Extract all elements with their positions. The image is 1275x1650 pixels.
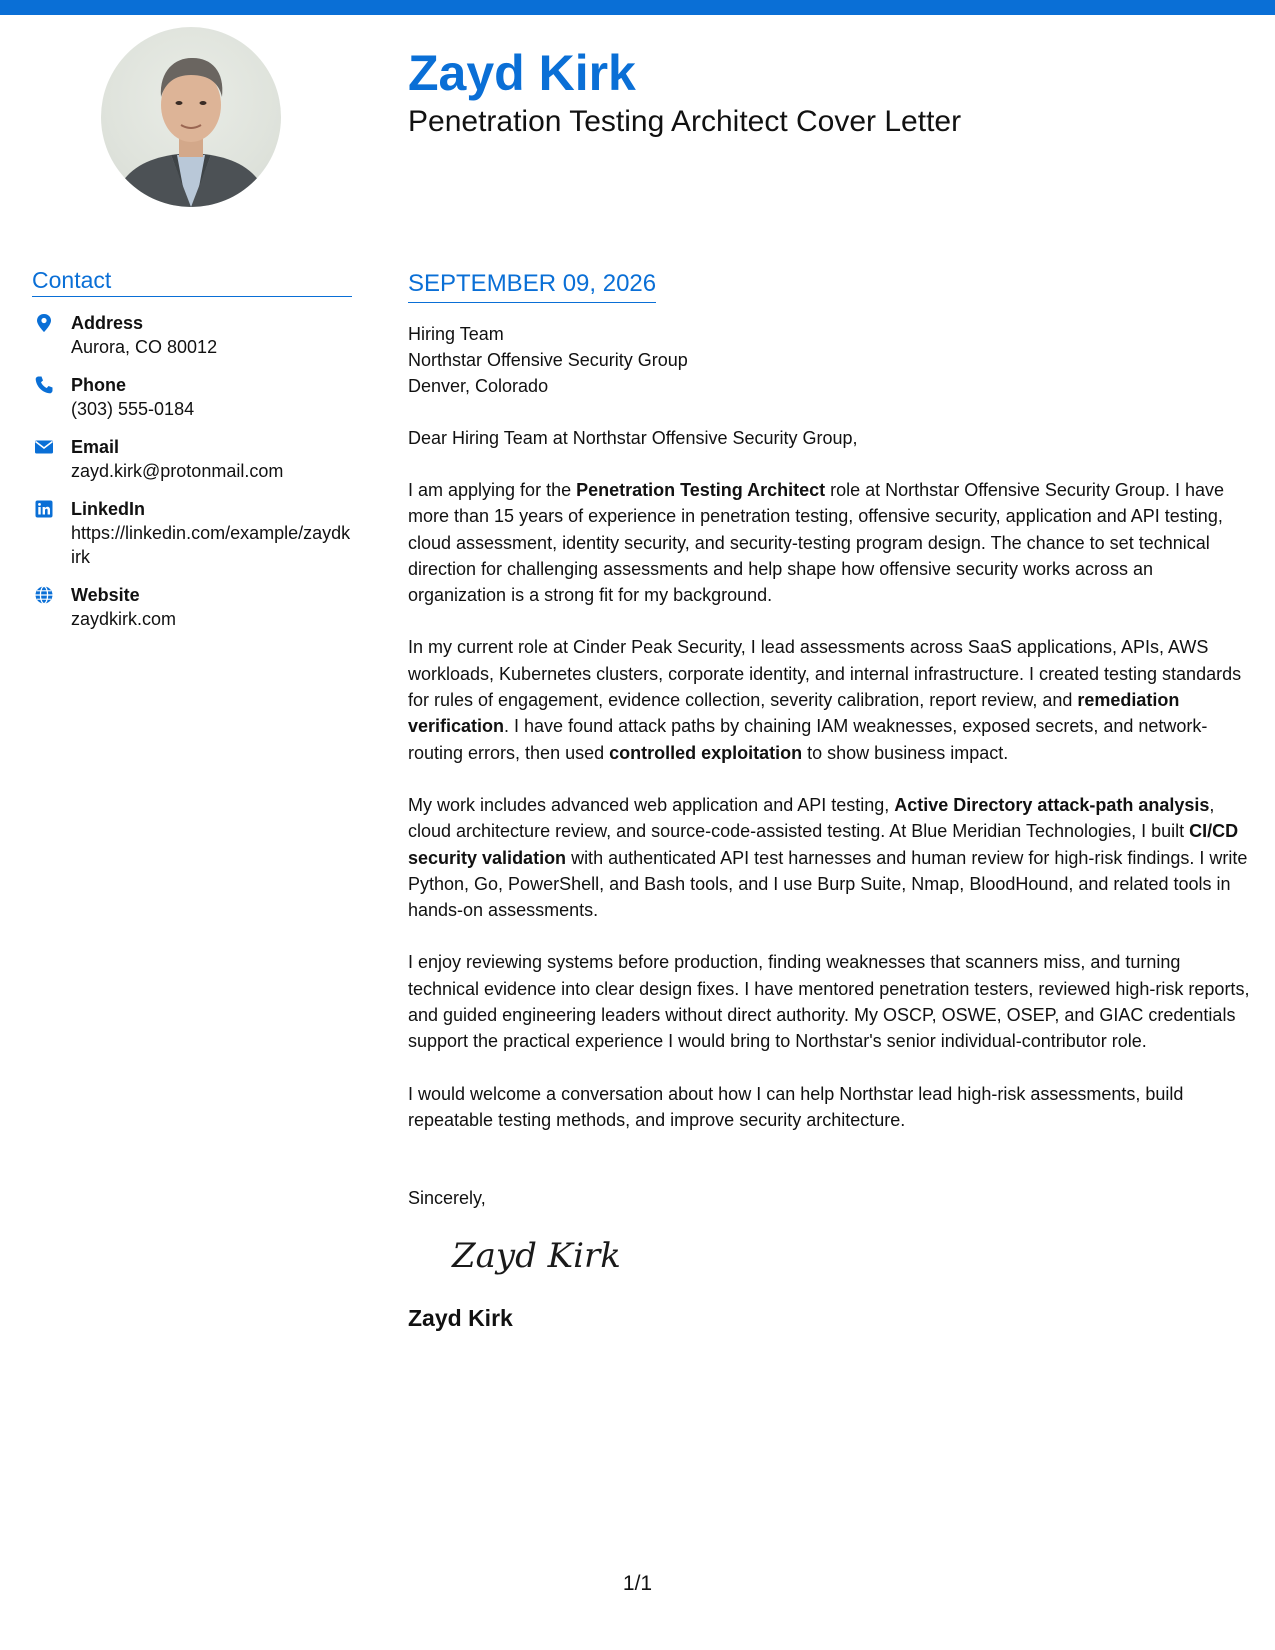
document-title: Penetration Testing Architect Cover Letter [408, 105, 962, 138]
contact-phone [32, 373, 352, 421]
letter-date: SEPTEMBER 09, 2026 [408, 266, 656, 303]
recipient-line: Hiring Team [408, 324, 504, 344]
location-pin-icon [34, 313, 54, 333]
contact-sidebar [32, 266, 352, 645]
salutation: Dear Hiring Team at Northstar Offensive Security Group, [408, 428, 858, 448]
signature-text: Zayd Kirk [452, 1236, 621, 1277]
contact-value: (303) 555-0184 [71, 399, 195, 419]
applicant-name: Zayd Kirk [408, 45, 636, 101]
emphasis: remediation verification [408, 690, 1180, 737]
profile-photo [101, 27, 281, 207]
contact-email [32, 435, 352, 483]
contact-address [32, 311, 352, 359]
recipient-block [408, 321, 1253, 399]
letter-paragraph: I would welcome a conversation about how I can help Northstar lead high-risk assessments, build repeatable testing methods, and improve security architecture. [408, 1083, 1184, 1130]
contact-linkedin [32, 497, 352, 569]
portrait-illustration [101, 27, 281, 207]
contact-heading: Contact [32, 266, 352, 297]
phone-icon [34, 375, 54, 395]
emphasis: Penetration Testing Architect [576, 480, 826, 500]
emphasis: controlled exploitation [609, 742, 803, 763]
contact-label: Website [71, 585, 140, 605]
globe-icon [34, 585, 54, 605]
handwritten-signature [448, 1225, 648, 1285]
recipient-line: Denver, Colorado [408, 376, 549, 396]
letter-paragraph: I enjoy reviewing systems before production, finding weaknesses that scanners miss, and turning technical evidence into clear design fixes. I have mentored penetration testers, reviewed high-risk reports, and guided engineering leaders without direct authority. My OSCP, OSWE, OSEP, and GIAC credentials support the practical experience I would bring to Northstar's senior individual-contributor role. [408, 952, 1250, 1052]
contact-value: Aurora, CO 80012 [71, 337, 218, 357]
contact-label: LinkedIn [71, 499, 146, 519]
emphasis: CI/CD security validation [408, 821, 1239, 868]
contact-label: Email [71, 437, 120, 457]
emphasis: Active Directory attack-path analysis [894, 794, 1210, 815]
recipient-line: Northstar Offensive Security Group [408, 350, 688, 370]
contact-value: zayd.kirk@protonmail.com [71, 461, 284, 481]
linkedin-icon [34, 499, 54, 519]
email-icon [34, 437, 54, 457]
page-number: 1/1 [622, 1572, 653, 1595]
letter-paragraph: My work includes advanced web application and API testing, Active Directory attack-path analysis, cloud architecture review, and source-code-assisted testing. At Blue Meridian Technologies, I built CI/CD security validation with authenticated API test harnesses and human review for high-risk findings. I write Python, Go, PowerShell, and Bash tools, and I use Burp Suite, Nmap, BloodHound, and related tools in hands-on assessments. [408, 794, 1248, 921]
contact-label: Address [71, 313, 144, 333]
signer-name: Zayd Kirk [408, 1305, 513, 1332]
letter-paragraph: In my current role at Cinder Peak Security, I lead assessments across SaaS applications, APIs, AWS workloads, Kubernetes clusters, corporate identity, and internal infrastructure. I created testing standards for rules of engagement, evidence collection, severity calibration, report review, and remediation verification. I have found attack paths by chaining IAM weaknesses, exposed secrets, and network-routing errors, then used controlled exploitation to show business impact. [408, 637, 1242, 763]
letter-body [408, 266, 1253, 1332]
letter-paragraph: I am applying for the Penetration Testing Architect role at Northstar Offensive Security Group. I have more than 15 years of experience in penetration testing, offensive security, application and API testing, cloud assessment, identity security, and security-testing program design. The chance to set technical direction for challenging assessments and help shape how offensive security works across an organization is a strong fit for my background. [408, 480, 1224, 606]
contact-label: Phone [71, 375, 127, 395]
contact-value[interactable]: https://linkedin.com/example/zaydkirk [71, 523, 351, 567]
contact-website [32, 583, 352, 631]
contact-value[interactable]: zaydkirk.com [71, 609, 177, 629]
closing: Sincerely, [408, 1188, 486, 1209]
top-accent-bar [0, 0, 1275, 15]
